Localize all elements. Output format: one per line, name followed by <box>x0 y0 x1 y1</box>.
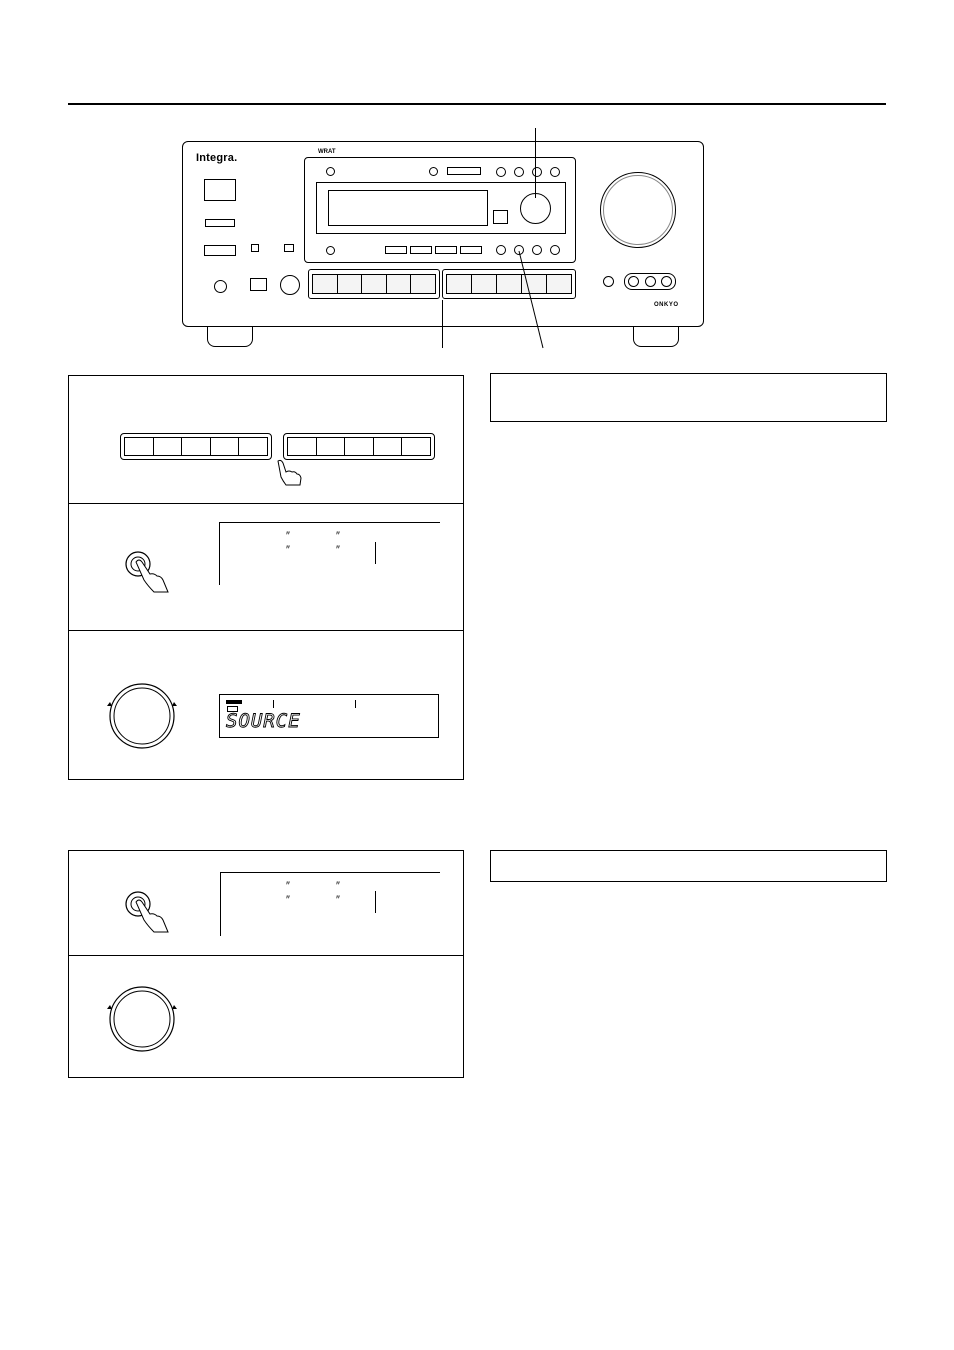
step-divider <box>68 630 464 631</box>
step1-selector-strip-left <box>120 433 272 460</box>
input-selector-key[interactable] <box>410 274 436 294</box>
top-round-button-4[interactable] <box>550 167 560 177</box>
listening-mode-button-2[interactable] <box>410 246 432 254</box>
tuning-button[interactable] <box>326 167 335 176</box>
display-left-edge <box>219 522 220 585</box>
bottom-round-button-1[interactable] <box>496 245 506 255</box>
input-selector-key[interactable] <box>446 274 471 294</box>
display-top-edge <box>219 522 440 523</box>
input-selector-key[interactable] <box>386 274 411 294</box>
selector-key[interactable] <box>373 437 402 456</box>
blink-indicator: ″ <box>286 530 290 542</box>
memory-button[interactable] <box>447 167 481 175</box>
pointing-hand-icon <box>274 459 304 487</box>
right-foot <box>633 327 679 347</box>
display-screen <box>328 190 488 226</box>
speaker-button[interactable] <box>205 219 235 227</box>
listening-mode-button-1[interactable] <box>385 246 407 254</box>
blink-indicator: ″ <box>336 530 340 542</box>
selector-key[interactable] <box>287 437 316 456</box>
selector-key[interactable] <box>238 437 268 456</box>
blink-indicator: ″ <box>286 880 290 892</box>
selector-key[interactable] <box>210 437 239 456</box>
blink-indicator: ″ <box>286 894 290 906</box>
thx-logo-icon <box>250 278 267 291</box>
top-rule <box>68 103 886 105</box>
remote-sensor <box>493 210 508 224</box>
selector-key[interactable] <box>344 437 373 456</box>
left-foot <box>207 327 253 347</box>
lcd-segment-bar <box>226 700 242 704</box>
headphone-jack-icon <box>214 280 227 293</box>
display-top-edge <box>220 872 440 873</box>
press-button-hand-icon <box>124 888 174 934</box>
display-divider <box>375 891 376 913</box>
selector-key[interactable] <box>401 437 431 456</box>
leader-line-button <box>510 250 550 350</box>
display-left-edge <box>220 872 221 936</box>
model-badge: WRAT <box>318 149 336 155</box>
audio-l-jack-icon <box>645 276 656 287</box>
audio-r-jack-icon <box>661 276 672 287</box>
dimmer-button[interactable] <box>326 246 335 255</box>
lcd-source-text: SOURCE <box>226 710 301 732</box>
blink-indicator: ″ <box>336 880 340 892</box>
input-selector-key[interactable] <box>471 274 496 294</box>
blink-indicator: ″ <box>336 544 340 556</box>
selector-key[interactable] <box>153 437 182 456</box>
input-selector-key[interactable] <box>361 274 386 294</box>
input-selector-key[interactable] <box>312 274 337 294</box>
dts-logo-icon <box>284 244 294 252</box>
setup-knob[interactable] <box>280 275 300 295</box>
listening-mode-button-4[interactable] <box>460 246 482 254</box>
display-divider <box>375 542 376 564</box>
press-button-hand-icon <box>124 548 174 594</box>
top-round-button-3[interactable] <box>532 167 542 177</box>
input-selector-key[interactable] <box>337 274 362 294</box>
preset-button[interactable] <box>429 167 438 176</box>
step-divider <box>68 955 464 956</box>
power-button[interactable] <box>204 179 236 201</box>
blink-indicator: ″ <box>336 894 340 906</box>
s-video-jack-icon <box>603 276 614 287</box>
top-round-button-1[interactable] <box>496 167 506 177</box>
listening-mode-button-3[interactable] <box>435 246 457 254</box>
caption-box-1 <box>490 373 887 422</box>
dial-knob-icon <box>104 682 180 750</box>
brand-logo: Integra. <box>196 152 238 164</box>
selector-key[interactable] <box>316 437 345 456</box>
lcd-tick <box>273 700 274 708</box>
selector-key[interactable] <box>181 437 210 456</box>
master-volume-knob-inner <box>603 175 673 245</box>
bottom-round-button-4[interactable] <box>550 245 560 255</box>
input-selector-strip-left <box>308 269 440 299</box>
video-jack-icon <box>628 276 639 287</box>
leader-line-selector <box>442 300 443 348</box>
step1-selector-strip-right <box>283 433 435 460</box>
caption-box-2 <box>490 850 887 882</box>
leader-line-dial <box>535 128 536 198</box>
input-selector-strip-right <box>442 269 576 299</box>
dial-knob-icon <box>104 985 180 1053</box>
step-divider <box>68 503 464 504</box>
lcd-tick <box>355 700 356 708</box>
dolby-logo-icon <box>251 244 259 252</box>
blink-indicator: ″ <box>286 544 290 556</box>
top-round-button-2[interactable] <box>514 167 524 177</box>
maker-logo: ONKYO <box>654 302 679 308</box>
mode-button[interactable] <box>204 245 236 256</box>
selector-key[interactable] <box>124 437 153 456</box>
